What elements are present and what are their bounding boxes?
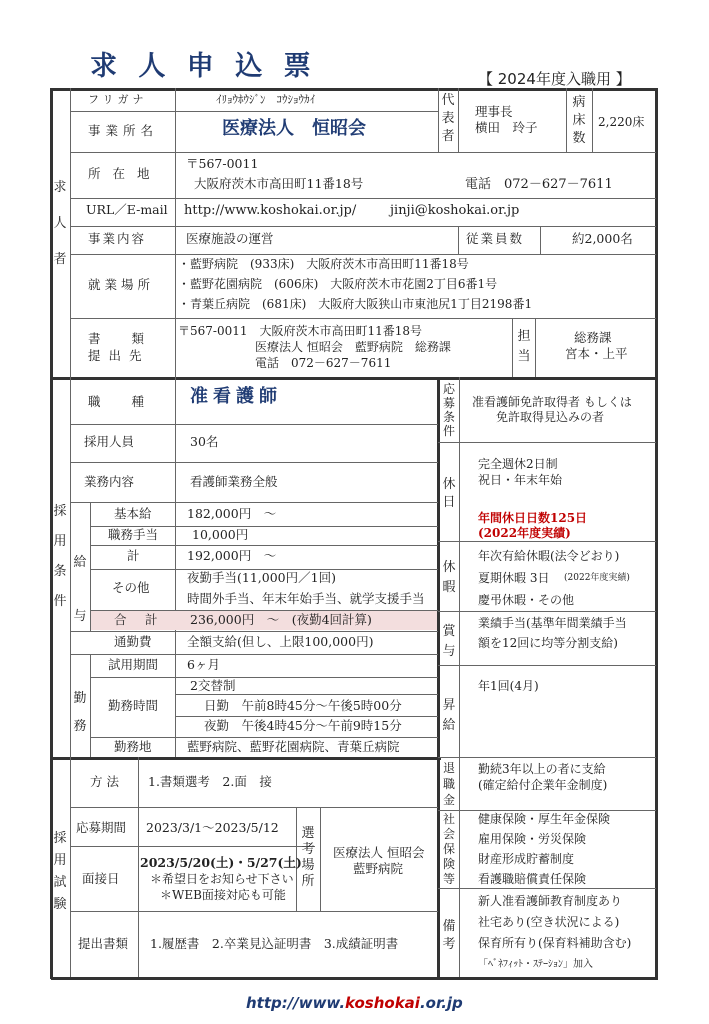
hires-label: 採用人員 <box>84 434 135 449</box>
period-value: 2023/3/1～2023/5/12 <box>146 820 279 835</box>
retire: (確定給付企業年金制度) <box>478 778 608 792</box>
submit-docs: 1.履歴書 2.卒業見込証明書 3.成績証明書 <box>150 936 399 951</box>
retire-label: 退職金 <box>442 761 455 807</box>
docs-dest-line: 医療法人 恒昭会 藍野病院 総務課 <box>255 340 451 354</box>
duty-allowance: 10,000円 <box>192 527 249 542</box>
rep-name: 横田 玲子 <box>475 120 538 135</box>
duty-allowance-label: 職務手当 <box>108 527 159 542</box>
leave-label: 休暇 <box>442 560 456 595</box>
commute-label: 通勤費 <box>114 634 152 649</box>
furigana-label: フリガナ <box>88 93 148 106</box>
remarks-item: 保育所有り(保育料補助含む) <box>478 936 632 950</box>
leave-summer: 夏期休暇 3日 <box>478 571 550 585</box>
beds-value: 2,220床 <box>598 115 645 129</box>
insurance-item: 健康保険・厚生年金保険 <box>478 812 611 826</box>
beds-label: 病床数 <box>572 95 586 146</box>
insurance-item: 看護職賠償責任保険 <box>478 872 587 886</box>
address-value: 大阪府茨木市高田町11番18号 <box>194 176 364 191</box>
year-badge: 【 2024年度入職用 】 <box>478 70 631 88</box>
leave-annual: 年次有給休暇(法令どおり) <box>478 549 620 563</box>
apply-cond: 准看護師免許取得者 もしくは <box>472 395 632 409</box>
side-label-recruiter: 求人者 <box>53 180 67 267</box>
interview-date-label: 面接日 <box>82 871 120 886</box>
contact-dept: 総務課 <box>574 330 612 345</box>
footer-url-suffix: .or.jp <box>419 994 463 1012</box>
workplace-label: 就業場所 <box>88 277 155 292</box>
bonus: 業績手当(基準年間業績手当 <box>478 616 627 630</box>
commute-value: 全額支給(但し、上限100,000円) <box>187 634 374 649</box>
company-name-label: 事業所名 <box>88 123 159 138</box>
leave-summer-note: (2022年度実績) <box>564 573 630 583</box>
base-salary-label: 基本給 <box>114 506 152 521</box>
venue-line: 医療法人 恒昭会 <box>333 845 425 860</box>
docs-dest-line: 〒567-0011 大阪府茨木市高田町11番18号 <box>178 324 423 338</box>
page-title: 求 人 申 込 票 <box>90 51 317 82</box>
furigana-value: ｲﾘｮｳﾎｳｼﾞﾝ ｺｳｼｮｳｶｲ <box>216 93 315 106</box>
trial-label: 試用期間 <box>108 657 159 672</box>
employees-label: 従業員数 <box>466 231 525 246</box>
period-label: 応募期間 <box>76 820 127 835</box>
hours-label: 勤務時間 <box>108 698 159 713</box>
hours-night: 夜勤 午後4時45分～午前9時15分 <box>204 718 402 733</box>
phone-value: 電話 072－627－7611 <box>465 177 613 192</box>
method-value: 1.書類選考 2.面 接 <box>148 774 272 789</box>
side-label-conditions: 採用条件 <box>53 504 67 609</box>
remarks-item: 「ﾍﾞﾈﾌｨｯﾄ・ｽﾃｰｼｮﾝ」加入 <box>478 959 593 970</box>
remarks-item: 社宅あり(空き状況による) <box>478 915 620 929</box>
workplace-item: ・藍野花園病院 (606床) 大阪府茨木市花園2丁目6番1号 <box>178 277 498 291</box>
side-label-work: 勤務 <box>73 691 87 734</box>
interview-date: 2023/5/20(土)・5/27(土) <box>140 855 302 870</box>
url-value[interactable]: http://www.koshokai.or.jp/ <box>184 203 357 218</box>
postal-code: 〒567-0011 <box>186 156 259 171</box>
contact-names: 宮本・上平 <box>565 346 628 361</box>
other-allowance: 時間外手当、年末年始手当、就学支援手当 <box>187 591 425 606</box>
duties-value: 看護師業務全般 <box>190 474 278 489</box>
hours-day: 日勤 午前8時45分～午後5時00分 <box>204 698 402 713</box>
total-label: 合 計 <box>114 612 161 627</box>
job-type: 准看護師 <box>190 386 282 407</box>
total-value: 236,000円 ～ (夜勤4回計算) <box>190 612 372 627</box>
docs-dest-label-2: 提 出 先 <box>88 348 144 363</box>
footer-url-prefix: http://www. <box>246 994 346 1012</box>
bonus: 額を12回に均等分割支給) <box>478 636 618 650</box>
side-label-salary: 給与 <box>73 555 87 624</box>
venue-line: 藍野病院 <box>353 861 404 876</box>
insurance-label: 社会保険等 <box>442 812 455 886</box>
hires-value: 30名 <box>190 434 219 449</box>
docs-dest-line: 電話 072－627－7611 <box>255 356 392 370</box>
bonus-label: 賞与 <box>442 624 456 659</box>
interview-note: ＊希望日をお知らせ下さい <box>150 872 294 886</box>
footer-url[interactable] <box>246 996 463 1011</box>
subtotal: 192,000円 ～ <box>187 548 277 563</box>
annual-holidays-note: (2022年度実績) <box>478 526 571 540</box>
raise: 年1回(4月) <box>478 679 539 693</box>
raise-label: 昇給 <box>442 698 456 733</box>
insurance-item: 雇用保険・労災保険 <box>478 832 587 846</box>
duties-label: 業務内容 <box>84 474 135 489</box>
remarks-item: 新人准看護師教育制度あり <box>478 894 623 908</box>
retire: 勤続3年以上の者に支給 <box>478 762 606 776</box>
contact-label: 担当 <box>517 329 531 364</box>
footer-url-domain: koshokai <box>345 994 420 1012</box>
company-name: 医療法人 恒昭会 <box>222 118 366 139</box>
other-allowance: 夜勤手当(11,000円／1回) <box>187 570 336 585</box>
workplace-item: ・藍野病院 (933床) 大阪府茨木市高田町11番18号 <box>178 257 469 271</box>
insurance-item: 財産形成貯蓄制度 <box>478 852 575 866</box>
holidays-label: 休日 <box>442 477 456 510</box>
address-label: 所在地 <box>88 166 162 181</box>
business-label: 事業内容 <box>88 231 147 246</box>
rep-title: 理事長 <box>475 104 513 119</box>
submit-docs-label: 提出書類 <box>78 936 129 951</box>
remarks-label: 備考 <box>442 919 456 952</box>
holidays: 祝日・年末年始 <box>478 473 563 487</box>
side-label-exam: 採用試験 <box>53 831 67 912</box>
venue-label: 選考場所 <box>301 826 315 889</box>
leave-other: 慶弔休暇・その他 <box>478 593 575 607</box>
interview-note: ＊WEB面接対応も可能 <box>160 888 286 902</box>
docs-dest-label: 書 類 <box>88 331 147 346</box>
other-allowance-label: その他 <box>112 580 150 595</box>
employees-value: 約2,000名 <box>572 231 633 246</box>
workplace-item: ・青葉丘病院 (681床) 大阪府大阪狭山市東池尻1丁目2198番1 <box>178 297 533 311</box>
apply-cond: 免許取得見込みの者 <box>496 410 605 424</box>
base-salary: 182,000円 ～ <box>187 506 277 521</box>
annual-holidays: 年間休日日数125日 <box>478 511 588 525</box>
business-value: 医療施設の運営 <box>186 231 274 246</box>
rep-label: 代表者 <box>441 93 455 144</box>
hours-shift: 2交替制 <box>190 678 236 693</box>
subtotal-label: 計 <box>127 548 140 563</box>
trial-value: 6ヶ月 <box>187 657 220 672</box>
location-label: 勤務地 <box>114 739 152 754</box>
job-type-label: 職 種 <box>88 394 147 409</box>
apply-cond-label: 応募条件 <box>442 382 455 438</box>
url-email-label: URL／E-mail <box>86 202 168 217</box>
method-label: 方法 <box>90 774 124 789</box>
email-value[interactable]: jinji@koshokai.or.jp <box>390 203 520 218</box>
holidays: 完全週休2日制 <box>478 457 558 471</box>
location-value: 藍野病院、藍野花園病院、青葉丘病院 <box>187 739 400 754</box>
